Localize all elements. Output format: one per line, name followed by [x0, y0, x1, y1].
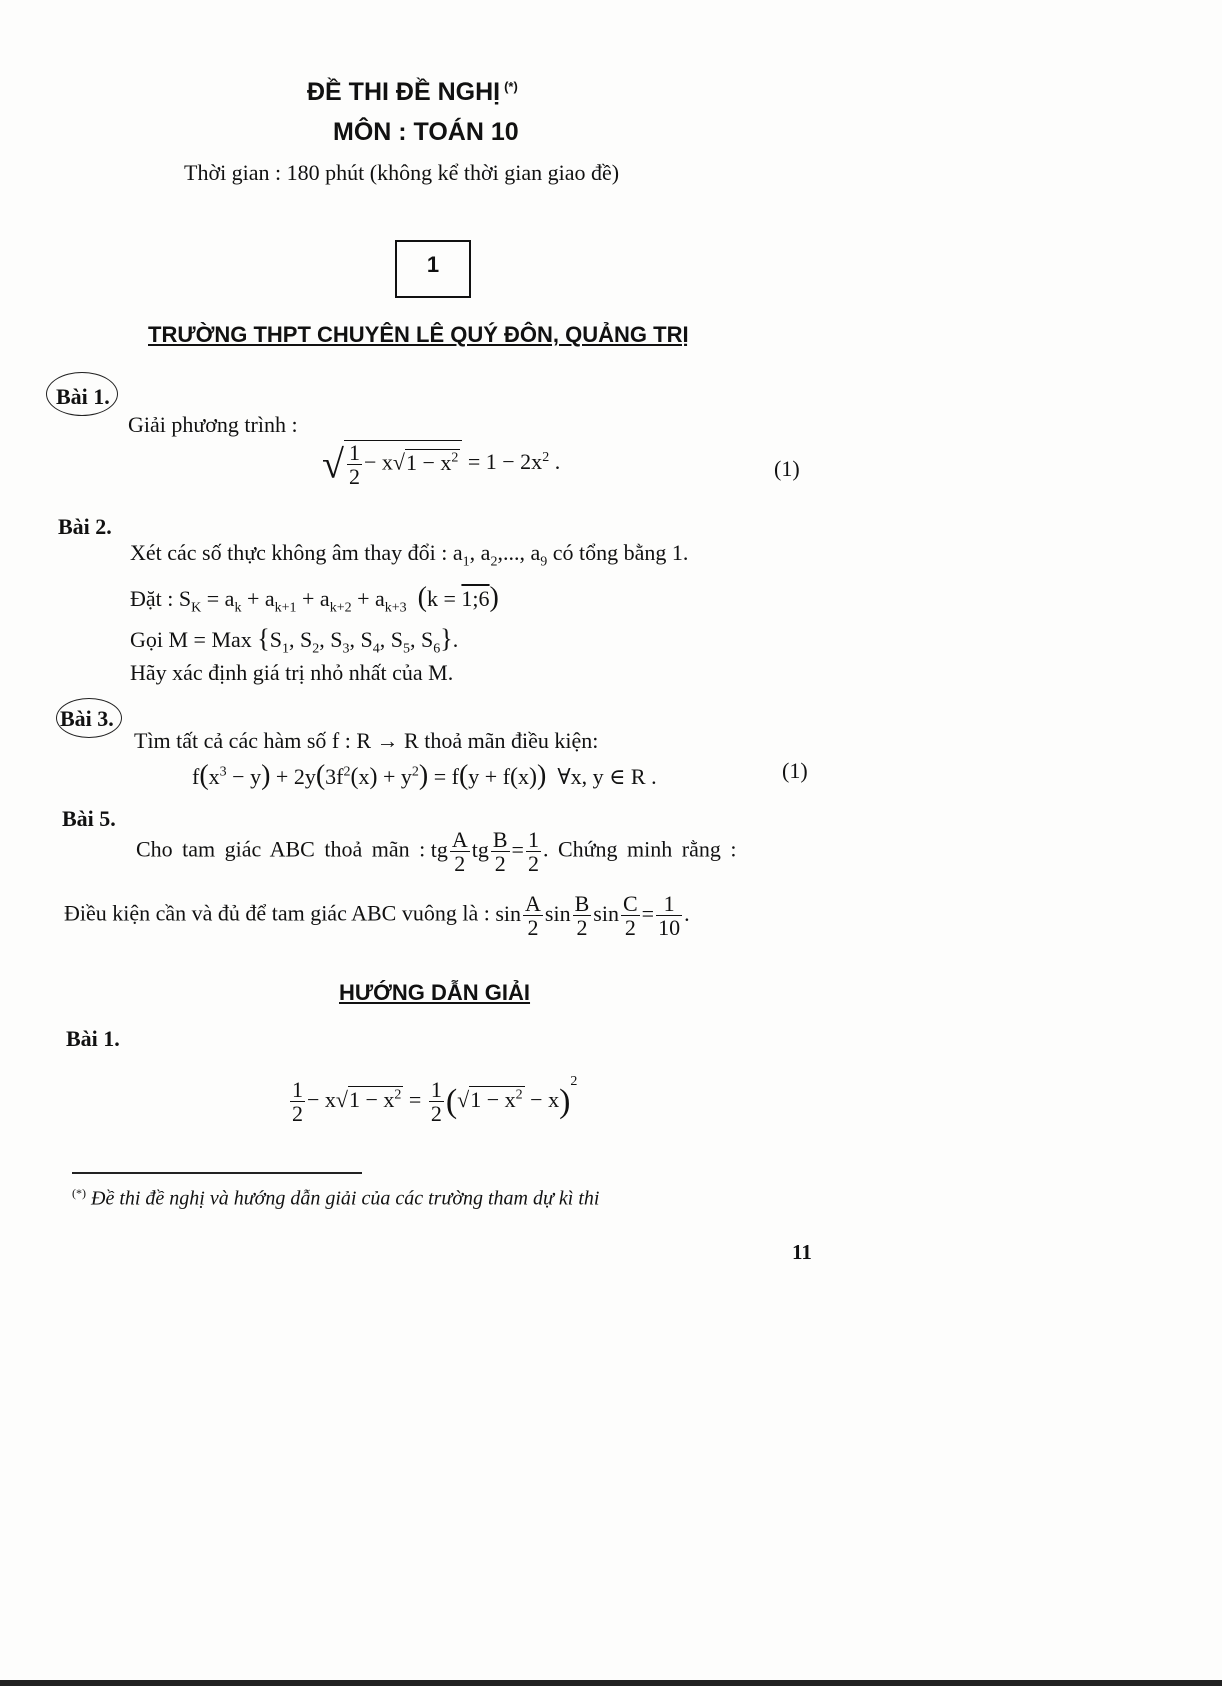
problem-2-label: Bài 2.: [58, 514, 112, 539]
exam-title: [307, 78, 518, 107]
problem-3-equation: $f(x^3 - y) + 2y(3f^2(x) + y^2) = f(y + f(x))$ ∀x, y ∈ R .: [192, 760, 657, 791]
scan-edge: [0, 1680, 1222, 1686]
solution-1-equation: $\frac{1}{2}$ − $x√1 - x^2$ = $\frac{1}{2}$ $(√1 - x^2 - x)^2$: [292, 1074, 578, 1127]
footnote-rule: [72, 1172, 362, 1174]
problem-1-equation: √ $\frac{1}{2}$ − $x√1 - x^2 = 1 - 2x^2$ .: [322, 440, 561, 490]
problem-2-line1-start: Xét các số thực không âm thay đổi :: [130, 540, 448, 565]
problem-5-line2-start: Điều kiện cần và đủ để tam giác ABC vuông là :: [64, 900, 490, 926]
school-name: TRƯỜNG THPT CHUYÊN LÊ QUÝ ĐÔN, QUẢNG TRỊ: [148, 322, 689, 347]
exam-title-text: ĐỀ THI ĐỀ NGHỊ: [307, 78, 501, 106]
problem-1-prompt: Giải phương trình :: [128, 412, 298, 437]
problem-3-tag: (1): [782, 758, 808, 783]
problem-5-line1-start: Cho tam giác ABC thoả mãn :: [136, 836, 426, 862]
problem-2-line1: Xét các số thực không âm thay đổi : $a_1$, $a_2$,..., $a_9$ có tổng bằng 1.: [130, 540, 689, 570]
exam-number: 1: [426, 252, 440, 277]
footnote: [72, 1186, 599, 1211]
footnote-mark: (*): [72, 1186, 86, 1200]
problem-2-line4: Hãy xác định giá trị nhỏ nhất của M.: [130, 660, 454, 685]
problem-3-line1-end: thoả mãn điều kiện:: [424, 728, 599, 753]
exam-title-mark: (*): [504, 78, 518, 94]
solution-1-label: Bài 1.: [66, 1026, 120, 1051]
problem-3-label: Bài 3.: [60, 706, 114, 731]
problem-3-line1: Tìm tất cả các hàm số f : R → R thoả mãn điều kiện:: [134, 728, 599, 753]
exam-time: Thời gian : 180 phút (không kể thời gian giao đề): [184, 160, 620, 185]
problem-5-line2: Điều kiện cần và đủ để tam giác ABC vuông là : sin $\frac{A}{2}$ sin $\frac{B}{2}$ sin $\frac{C}{2}$ = $\frac{1}{10}$ .: [64, 891, 690, 941]
problem-5-line1: Cho tam giác ABC thoả mãn : tg $\frac{A}{2}$ tg $\frac{B}{2}$ = $\frac{1}{2}$ . Chứng minh rằng :: [136, 827, 737, 877]
problem-2-line2-start: Đặt :: [130, 586, 174, 611]
problem-2-line1-end: có tổng bằng 1.: [552, 540, 689, 565]
exam-subject: MÔN : TOÁN 10: [333, 118, 519, 146]
problem-1-label: Bài 1.: [56, 384, 110, 409]
problem-2-line2: Đặt : $S_K = a_k + a_{k+1} + a_{k+2} + a_{k+3}$ (k = 1;6): [130, 582, 499, 616]
problem-2-line3-start: Gọi: [130, 627, 163, 652]
footnote-text: Đề thi đề nghị và hướng dẫn giải của các trường tham dự kì thi: [91, 1187, 600, 1210]
problem-5-line1-end: . Chứng minh rằng :: [542, 836, 737, 862]
page-number: 11: [792, 1240, 812, 1264]
solution-heading: HƯỚNG DẪN GIẢI: [339, 980, 531, 1005]
problem-3-line1-start: Tìm tất cả các hàm số: [134, 728, 327, 753]
problem-2-line3: Gọi M = Max {$S_1$, $S_2$, $S_3$, $S_4$, $S_5$, $S_6$}.: [130, 624, 459, 657]
problem-1-tag: (1): [774, 456, 800, 481]
problem-5-label: Bài 5.: [62, 806, 116, 831]
